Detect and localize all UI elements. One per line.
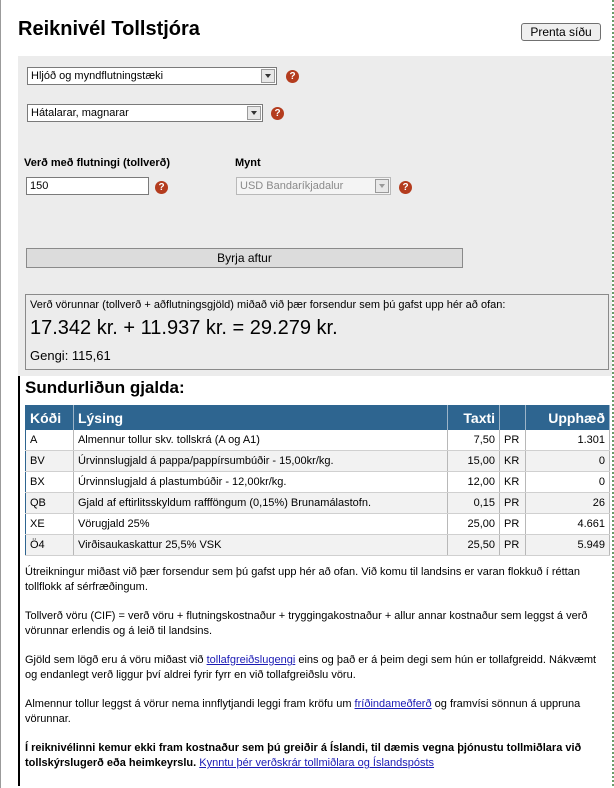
note-text: Gjöld sem lögð eru á vöru miðast við <box>25 654 207 666</box>
row-unit: PR <box>500 493 526 514</box>
help-icon[interactable]: ? <box>271 107 284 120</box>
page-title: Reiknivél Tollstjóra <box>18 18 200 40</box>
row-code: XE <box>26 514 74 535</box>
row-unit: PR <box>500 535 526 556</box>
row-unit: PR <box>500 514 526 535</box>
row-amount: 4.661 <box>526 514 610 535</box>
chevron-down-icon <box>375 179 389 193</box>
currency-select[interactable] <box>236 177 391 195</box>
table-row <box>26 514 610 535</box>
row-description: Virðisaukaskattur 25,5% VSK <box>73 535 447 556</box>
window-left-border <box>0 0 1 788</box>
value-input[interactable]: 150 <box>26 177 149 195</box>
row-rate: 7,50 <box>448 430 500 451</box>
col-header-amount: Upphæð <box>526 406 610 431</box>
row-description: Vörugjald 25% <box>73 514 447 535</box>
preferential-treatment-link[interactable]: fríðindameðferð <box>354 698 432 710</box>
notes <box>25 565 609 785</box>
note-text: og framvísi sönnun á uppruna vörunnar. <box>25 698 581 725</box>
table-row <box>26 430 610 451</box>
row-amount: 5.949 <box>526 535 610 556</box>
subcategory-select-value: Hátalarar, magnarar <box>31 107 129 119</box>
row-unit: PR <box>500 430 526 451</box>
row-code: Ö4 <box>26 535 74 556</box>
row-description: Gjald af eftirlitsskyldum raffföngum (0,15%) Brunamálastofn. <box>73 493 447 514</box>
row-amount: 0 <box>526 472 610 493</box>
note-paragraph <box>25 653 609 683</box>
result-box <box>25 294 609 370</box>
help-icon[interactable]: ? <box>399 181 412 194</box>
section-left-border <box>18 376 24 786</box>
row-amount: 26 <box>526 493 610 514</box>
breakdown-title: Sundurliðun gjalda: <box>25 378 185 397</box>
note-paragraph <box>25 697 609 727</box>
chevron-down-icon <box>261 69 275 83</box>
note-text: eins og það er á þeim degi sem hún er tollafgreidd. Nákvæmt og endanlegt verð liggur því aldrei fyrir fyrr en við tollafgreiðslu vöru. <box>25 654 597 681</box>
note-paragraph: Tollverð vöru (CIF) = verð vöru + flutningskostnaður + tryggingakostnaður + allur annar kostnaður sem leggst á verð vörunnar erlendis og á leið til landsins. <box>25 610 588 637</box>
row-code: BV <box>26 451 74 472</box>
category-select-value: Hljóð og myndflutningstæki <box>31 70 164 82</box>
currency-label: Mynt <box>235 157 261 169</box>
col-header-unit <box>500 406 526 431</box>
row-amount: 1.301 <box>526 430 610 451</box>
print-button[interactable]: Prenta síðu <box>521 23 601 41</box>
note-bold-text: Í reiknivélinni kemur ekki fram kostnaður sem þú greiðir á Íslandi, til dæmis vegna þjónustu tollmiðlara við tollskýrslugerð eða heimkeyrslu. <box>25 742 582 769</box>
table-header-row <box>26 406 610 431</box>
row-description: Almennur tollur skv. tollskrá (A og A1) <box>73 430 447 451</box>
exchange-rate: Gengi: 115,61 <box>30 348 111 363</box>
table-row <box>26 472 610 493</box>
row-unit: KR <box>500 451 526 472</box>
col-header-code: Kóði <box>26 406 74 431</box>
help-icon[interactable]: ? <box>155 181 168 194</box>
result-summary: 17.342 kr. + 11.937 kr. = 29.279 kr. <box>30 317 338 339</box>
reset-button[interactable]: Byrja aftur <box>26 248 463 268</box>
note-paragraph: Útreikningur miðast við þær forsendur sem þú gafst upp hér að ofan. Við komu til landsins er varan flokkuð í réttan tollflokk af sérfræðingum. <box>25 566 580 593</box>
row-code: A <box>26 430 74 451</box>
fees-table <box>25 405 610 556</box>
broker-prices-link[interactable]: Kynntu þér verðskrár tollmiðlara og Íslandspósts <box>199 757 435 769</box>
row-rate: 25,00 <box>448 514 500 535</box>
row-rate: 25,50 <box>448 535 500 556</box>
col-header-rate: Taxti <box>448 406 500 431</box>
result-intro: Verð vörunnar (tollverð + aðflutningsgjöld) miðað við þær forsendur sem þú gafst upp hér að ofan: <box>30 299 506 311</box>
row-unit: KR <box>500 472 526 493</box>
note-text: Almennur tollur leggst á vörur nema innflytjandi leggi fram kröfu um <box>25 698 355 710</box>
category-select[interactable] <box>27 67 277 85</box>
row-code: BX <box>26 472 74 493</box>
row-code: QB <box>26 493 74 514</box>
row-rate: 15,00 <box>448 451 500 472</box>
table-row <box>26 493 610 514</box>
currency-select-value: USD Bandaríkjadalur <box>240 180 344 192</box>
row-description: Úrvinnslugjald á pappa/pappírsumbúðir - 15,00kr/kg. <box>73 451 447 472</box>
subcategory-select[interactable] <box>27 104 263 122</box>
row-amount: 0 <box>526 451 610 472</box>
help-icon[interactable]: ? <box>286 70 299 83</box>
row-rate: 12,00 <box>448 472 500 493</box>
value-label: Verð með flutningi (tollverð) <box>24 157 171 169</box>
chevron-down-icon <box>247 106 261 120</box>
exchange-rate-link[interactable]: tollafgreiðslugengi <box>206 654 296 666</box>
row-rate: 0,15 <box>448 493 500 514</box>
table-row <box>26 535 610 556</box>
note-paragraph <box>25 741 609 771</box>
row-description: Úrvinnslugjald á plastumbúðir - 12,00kr/kg. <box>73 472 447 493</box>
col-header-description: Lýsing <box>73 406 447 431</box>
table-row <box>26 451 610 472</box>
